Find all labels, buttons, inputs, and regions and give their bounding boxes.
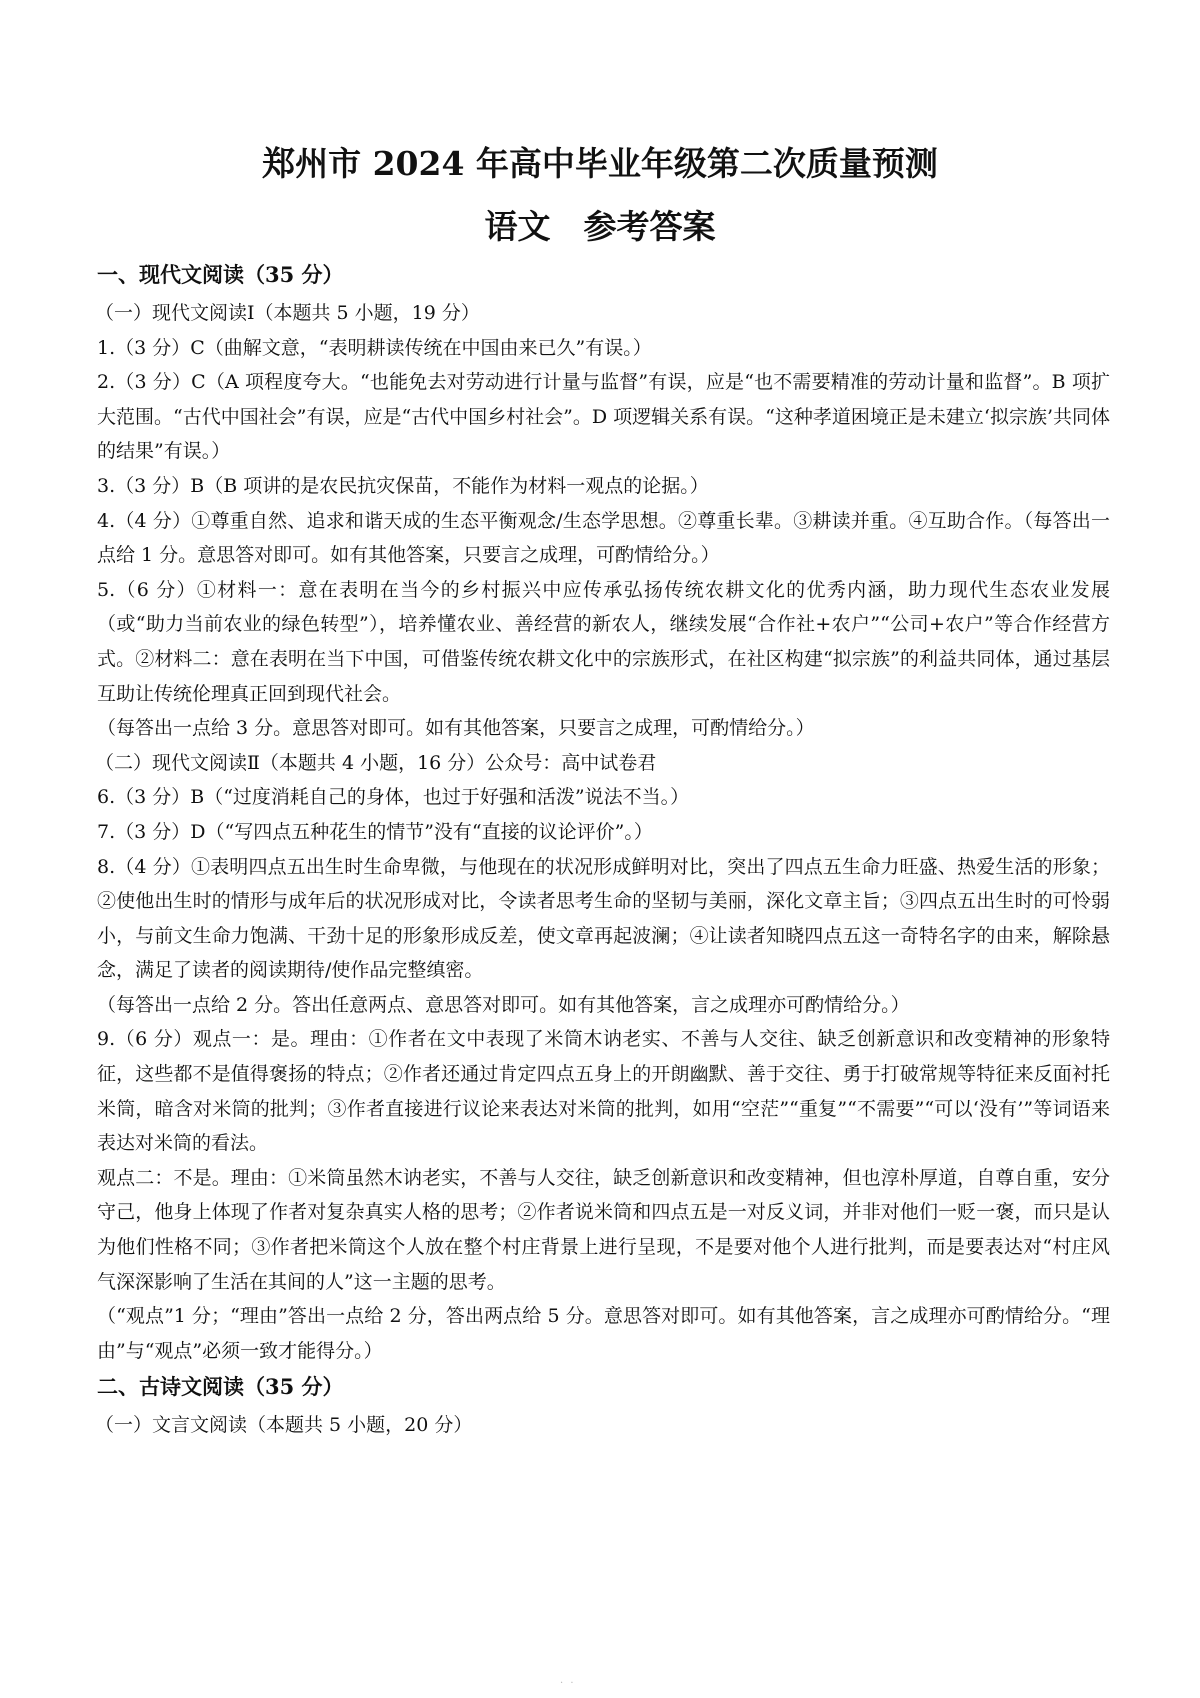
answer-q1: 1.（3 分）C（曲解文意，“表明耕读传统在中国由来已久”有误。） [97,336,652,359]
subsection-classical-prose: （一）文言文阅读（本题共 5 小题，20 分） [95,1414,473,1437]
page-subtitle: 语文 参考答案 [484,207,716,246]
answer-q7: 7.（3 分）D（“写四点五种花生的情节”没有“直接的议论评价”。） [97,820,653,843]
answer-q2: 2.（3 分）C（A 项程度夸大。“也能免去对劳动进行计量与监督”有误，应是“也不需要精准的劳动计量和监督”。B 项扩大范围。“古代中国社会”有误，应是“古代中国乡村社会”。D 项逻辑关系有误。“这种孝道困境正是未建立‘拟宗族’共同体的结果”有误。） [97,371,1110,463]
answer-q9-view2: 观点二：不是。理由：①米筒虽然木讷老实，不善与人交往，缺乏创新意识和改变精神，但也淳朴厚道，自尊自重，安分守己，他身上体现了作者对复杂真实人格的思考；②作者说米筒和四点五是一对反义词，并非对他们一贬一褒，而只是认为他们性格不同；③作者把米筒这个人放在整个村庄背景上进行呈现，不是要对他个人进行批判，而是要表达对“村庄风气深深影响了生活在其间的人”这一主题的思考。 [97,1166,1110,1293]
scoring-note-q9: （“观点”1 分；“理由”答出一点给 2 分，答出两点给 5 分。意思答对即可。如有其他答案，言之成理亦可酌情给分。“理由”与“观点”必须一致才能得分。） [97,1305,1110,1362]
scoring-note-q8: （每答出一点给 2 分。答出任意两点、意思答对即可。如有其他答案，言之成理亦可酌情给分。） [97,993,910,1016]
subsection-modern-reading-1: （一）现代文阅读Ⅰ（本题共 5 小题，19 分） [95,302,480,324]
page-title: 郑州市 2024 年高中毕业年级第二次质量预测 [262,144,938,183]
answer-q4: 4.（4 分）①尊重自然、追求和谐天成的生态平衡观念/生态学思想。②尊重长辈。③耕读并重。④互助合作。（每答出一点给 1 分。意思答对即可。如有其他答案，只要言之成理，可酌情给分。） [97,509,1110,567]
scoring-note-q5: （每答出一点给 3 分。意思答对即可。如有其他答案，只要言之成理，可酌情给分。） [97,717,815,740]
answer-q3: 3.（3 分）B（B 项讲的是农民抗灾保苗，不能作为材料一观点的论据。） [97,474,709,497]
answer-q9-view1: 9.（6 分）观点一：是。理由：①作者在文中表现了米筒木讷老实、不善与人交往、缺乏创新意识和改变精神的形象特征，这些都不是值得褒扬的特点；②作者还通过肯定四点五身上的开朗幽默、善于交往、勇于打破常规等特征来反面衬托米筒，暗含对米筒的批判；③作者直接进行议论来表达对米筒的批判，如用“空茫”“重复”“不需要”“可以‘没有’”等词语来表达对米筒的看法。 [97,1028,1110,1155]
section-heading-classical-reading: 二、古诗文阅读（35 分） [97,1374,344,1400]
answer-q5: 5.（6 分）①材料一：意在表明在当今的乡村振兴中应传承弘扬传统农耕文化的优秀内涵，助力现代生态农业发展（或“助力当前农业的绿色转型”），培养懂农业、善经营的新农人，继续发展“合作社+农户”“公司+农户”等合作经营方式。②材料二：意在表明在当下中国，可借鉴传统农耕文化中的宗族形式，在社区构建“拟宗族”的利益共同体，通过基层互助让传统伦理真正回到现代社会。 [97,578,1110,705]
subsection-modern-reading-2: （二）现代文阅读Ⅱ（本题共 4 小题，16 分）公众号：高中试卷君 [95,751,657,774]
answer-q8: 8.（4 分）①表明四点五出生时生命卑微，与他现在的状况形成鲜明对比，突出了四点五生命力旺盛、热爱生活的形象；②使他出生时的情形与成年后的状况形成对比，令读者思考生命的坚韧与美丽，深化文章主旨；③四点五出生时的可怜弱小，与前文生命力饱满、干劲十足的形象形成反差，使文章再起波澜；④让读者知晓四点五这一奇特名字的由来，解除悬念，满足了读者的阅读期待/使作品完整缜密。 [97,855,1110,982]
footer-mark: · · [560,1678,576,1689]
section-heading-modern-reading: 一、现代文阅读（35 分） [97,262,344,287]
answer-content [97,258,1110,1443]
answer-q6: 6.（3 分）B（“过度消耗自己的身体，也过于好强和活泼”说法不当。） [97,786,690,809]
